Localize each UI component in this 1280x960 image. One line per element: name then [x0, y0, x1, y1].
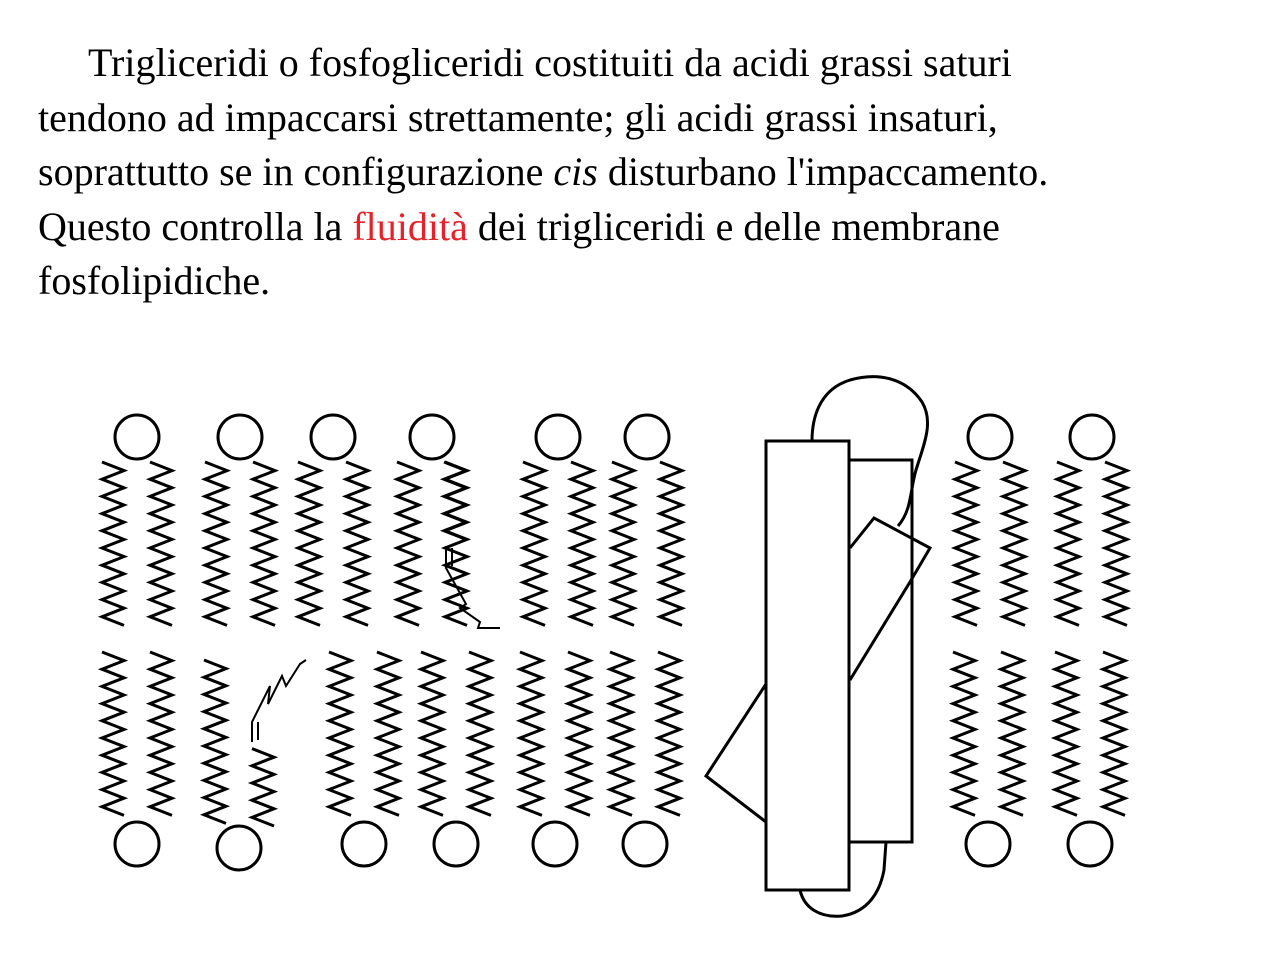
- lipid-top-8-tail-right: [1105, 462, 1127, 625]
- text-line-4-start: Questo controlla la: [38, 203, 353, 249]
- lipid-top-8-head: [1070, 415, 1114, 459]
- lipid-bottom-7-tail-left: [953, 652, 975, 815]
- lipid-top-2-tail-left: [205, 462, 227, 625]
- text-line-4-end: dei trigliceridi e delle membrane: [467, 203, 1000, 249]
- lipid-bottom-4-head: [434, 822, 478, 866]
- lipid-bottom-4-tail-left: [421, 652, 443, 815]
- lipid-bottom-6-tail-left: [610, 652, 632, 815]
- lipid-top-6-head: [625, 415, 669, 459]
- fluidity-term: fluidità: [352, 203, 468, 249]
- lipid-bottom-3-tail-right: [377, 652, 399, 815]
- lipid-bottom-5-tail-left: [520, 652, 542, 815]
- lipid-top-2-head: [218, 415, 262, 459]
- lipid-bottom-7-head: [966, 822, 1010, 866]
- lipid-top-7-head: [968, 415, 1012, 459]
- cis-kink-bottom: [252, 660, 306, 742]
- lipid-bottom-6-tail-right: [658, 652, 680, 815]
- lipid-top-6-tail-right: [660, 462, 682, 625]
- lipid-top-1-tail-right: [150, 462, 172, 625]
- lipid-bottom-7-tail-right: [1001, 652, 1023, 815]
- lipid-top-5-tail-right: [571, 462, 593, 625]
- protein-helix-tilted-left: [706, 684, 766, 822]
- lipid-unsaturated-bottom-tail-right: [252, 749, 274, 826]
- lipid-bottom-5-tail-right: [568, 652, 590, 815]
- lipid-top-3-tail-right: [346, 462, 368, 625]
- lipid-unsaturated-bottom-head: [217, 826, 261, 870]
- lipid-bottom-8-tail-right: [1103, 652, 1125, 815]
- text-line-3-start: soprattutto se in configurazione: [38, 149, 554, 194]
- protein-loop-top: [812, 377, 928, 526]
- lipid-top-5-head: [536, 415, 580, 459]
- lipid-unsaturated-bottom-tail-left: [204, 660, 226, 823]
- cis-term: cis: [553, 149, 598, 194]
- lipid-top-6-tail-left: [612, 462, 634, 625]
- lipid-bottom-1-tail-right: [150, 652, 172, 815]
- protein-loop-bottom: [800, 842, 886, 916]
- lipid-top-3-tail-left: [298, 462, 320, 625]
- lipid-top-2-tail-right: [253, 462, 275, 625]
- membrane-protein: [706, 377, 930, 917]
- lipid-top-1-tail-left: [102, 462, 124, 625]
- lipid-bottom-8-head: [1068, 822, 1112, 866]
- lipid-bottom-6-head: [623, 822, 667, 866]
- lipid-top-7-tail-left: [955, 462, 977, 625]
- lipid-top-7-tail-right: [1003, 462, 1025, 625]
- lipid-top-1-head: [115, 415, 159, 459]
- lipid-top-4-tail-left: [397, 462, 419, 625]
- protein-helix-main: [766, 441, 849, 890]
- lipid-top-5-tail-left: [523, 462, 545, 625]
- lipid-bottom-8-tail-left: [1055, 652, 1077, 815]
- phospholipid-layer: [102, 415, 1127, 870]
- lipid-bottom-4-tail-right: [469, 652, 491, 815]
- lipid-top-3-head: [311, 415, 355, 459]
- lipid-bottom-3-tail-left: [329, 652, 351, 815]
- lipid-bottom-5-head: [533, 822, 577, 866]
- lipid-bottom-3-head: [342, 822, 386, 866]
- lipid-top-4-head: [410, 415, 454, 459]
- lipid-top-8-tail-left: [1057, 462, 1079, 625]
- text-line-5: fosfolipidiche.: [38, 258, 271, 303]
- text-line-3-end: disturbano l'impaccamento.: [597, 149, 1049, 194]
- protein-helix-tilted-right: [850, 518, 930, 680]
- text-line-2: tendono ad impaccarsi strettamente; gli acidi grassi insaturi,: [38, 94, 998, 140]
- lipid-bottom-1-tail-left: [102, 652, 124, 815]
- text-line-1-content: Trigliceridi o fosfogliceridi costituiti da acidi grassi saturi: [88, 40, 1012, 85]
- lipid-bottom-1-head: [115, 822, 159, 866]
